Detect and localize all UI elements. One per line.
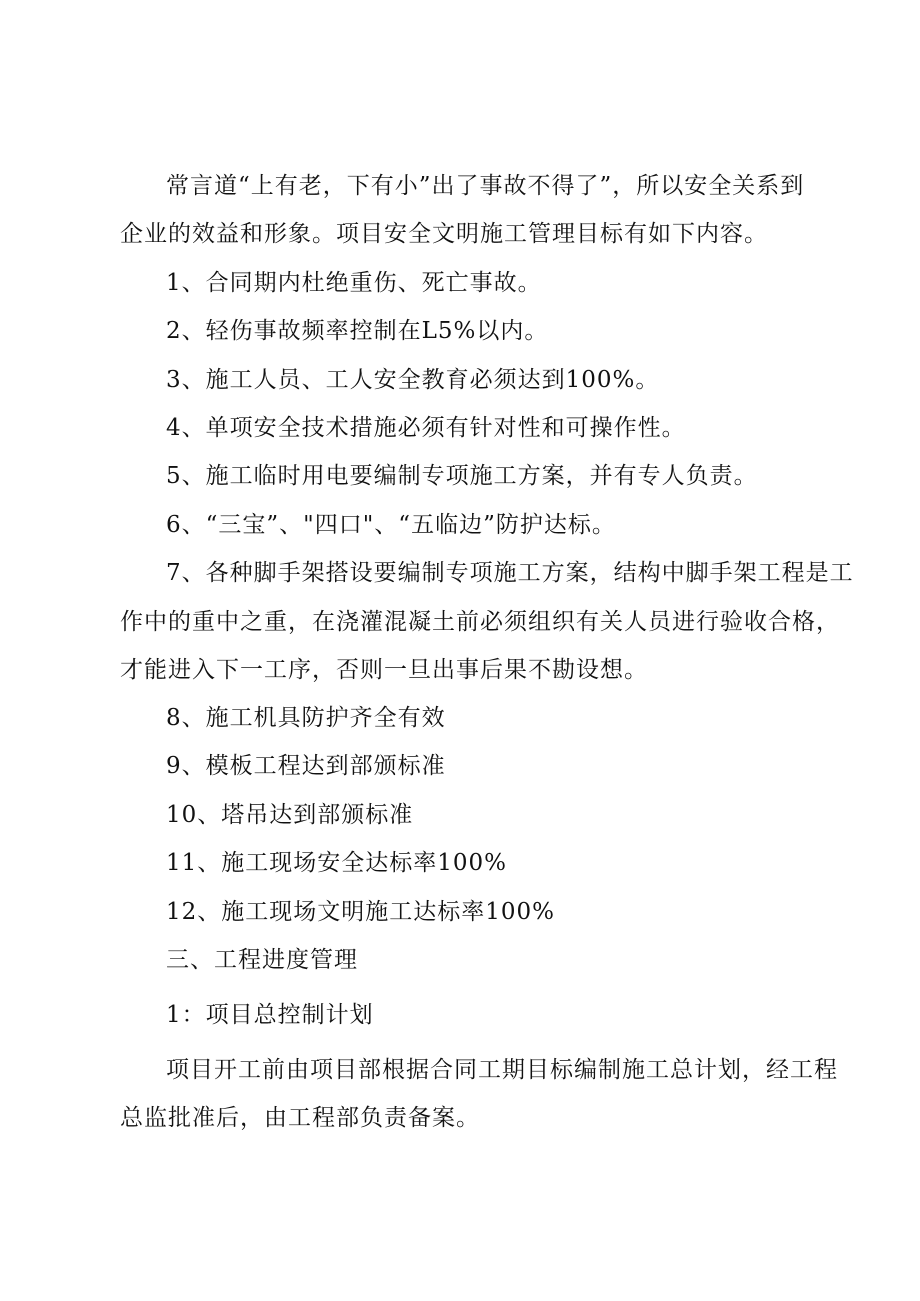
list-item-2: 2、轻伤事故频率控制在L5%以内。 (166, 318, 549, 344)
list-item-7-line-2: 作中的重中之重，在浇灌混凝土前必须组织有关人员进行验收合格， (120, 609, 840, 635)
section-heading-progress: 三、工程进度管理 (166, 947, 358, 973)
list-item-11: 11、施工现场安全达标率100% (166, 850, 508, 876)
list-item-12: 12、施工现场文明施工达标率100% (166, 899, 556, 925)
paragraph-intro-line-2: 企业的效益和形象。项目安全文明施工管理目标有如下内容。 (120, 221, 768, 247)
list-item-7-line-1: 7、各种脚手架搭设要编制专项施工方案，结构中脚手架工程是工 (166, 560, 854, 586)
list-item-3: 3、施工人员、工人安全教育必须达到100%。 (166, 367, 660, 393)
subsection-heading-master-plan: 1：项目总控制计划 (166, 1002, 374, 1028)
list-item-10: 10、塔吊达到部颁标准 (166, 802, 414, 828)
list-item-5: 5、施工临时用电要编制专项施工方案，并有专人负责。 (166, 463, 758, 489)
paragraph-plan-line-2: 总监批准后，由工程部负责备案。 (120, 1105, 480, 1131)
paragraph-intro-line-1: 常言道“上有老，下有小”出了事故不得了”，所以安全关系到 (166, 173, 805, 199)
list-item-8: 8、施工机具防护齐全有效 (166, 705, 446, 731)
list-item-9: 9、模板工程达到部颁标准 (166, 753, 446, 779)
paragraph-plan-line-1: 项目开工前由项目部根据合同工期目标编制施工总计划，经工程 (166, 1057, 838, 1083)
list-item-6: 6、“三宝”、"四口"、“五临边”防护达标。 (166, 512, 616, 538)
list-item-1: 1、合同期内杜绝重伤、死亡事故。 (166, 270, 542, 296)
list-item-7-line-3: 才能进入下一工序，否则一旦出事后果不勘设想。 (120, 657, 648, 683)
list-item-4: 4、单项安全技术措施必须有针对性和可操作性。 (166, 415, 686, 441)
